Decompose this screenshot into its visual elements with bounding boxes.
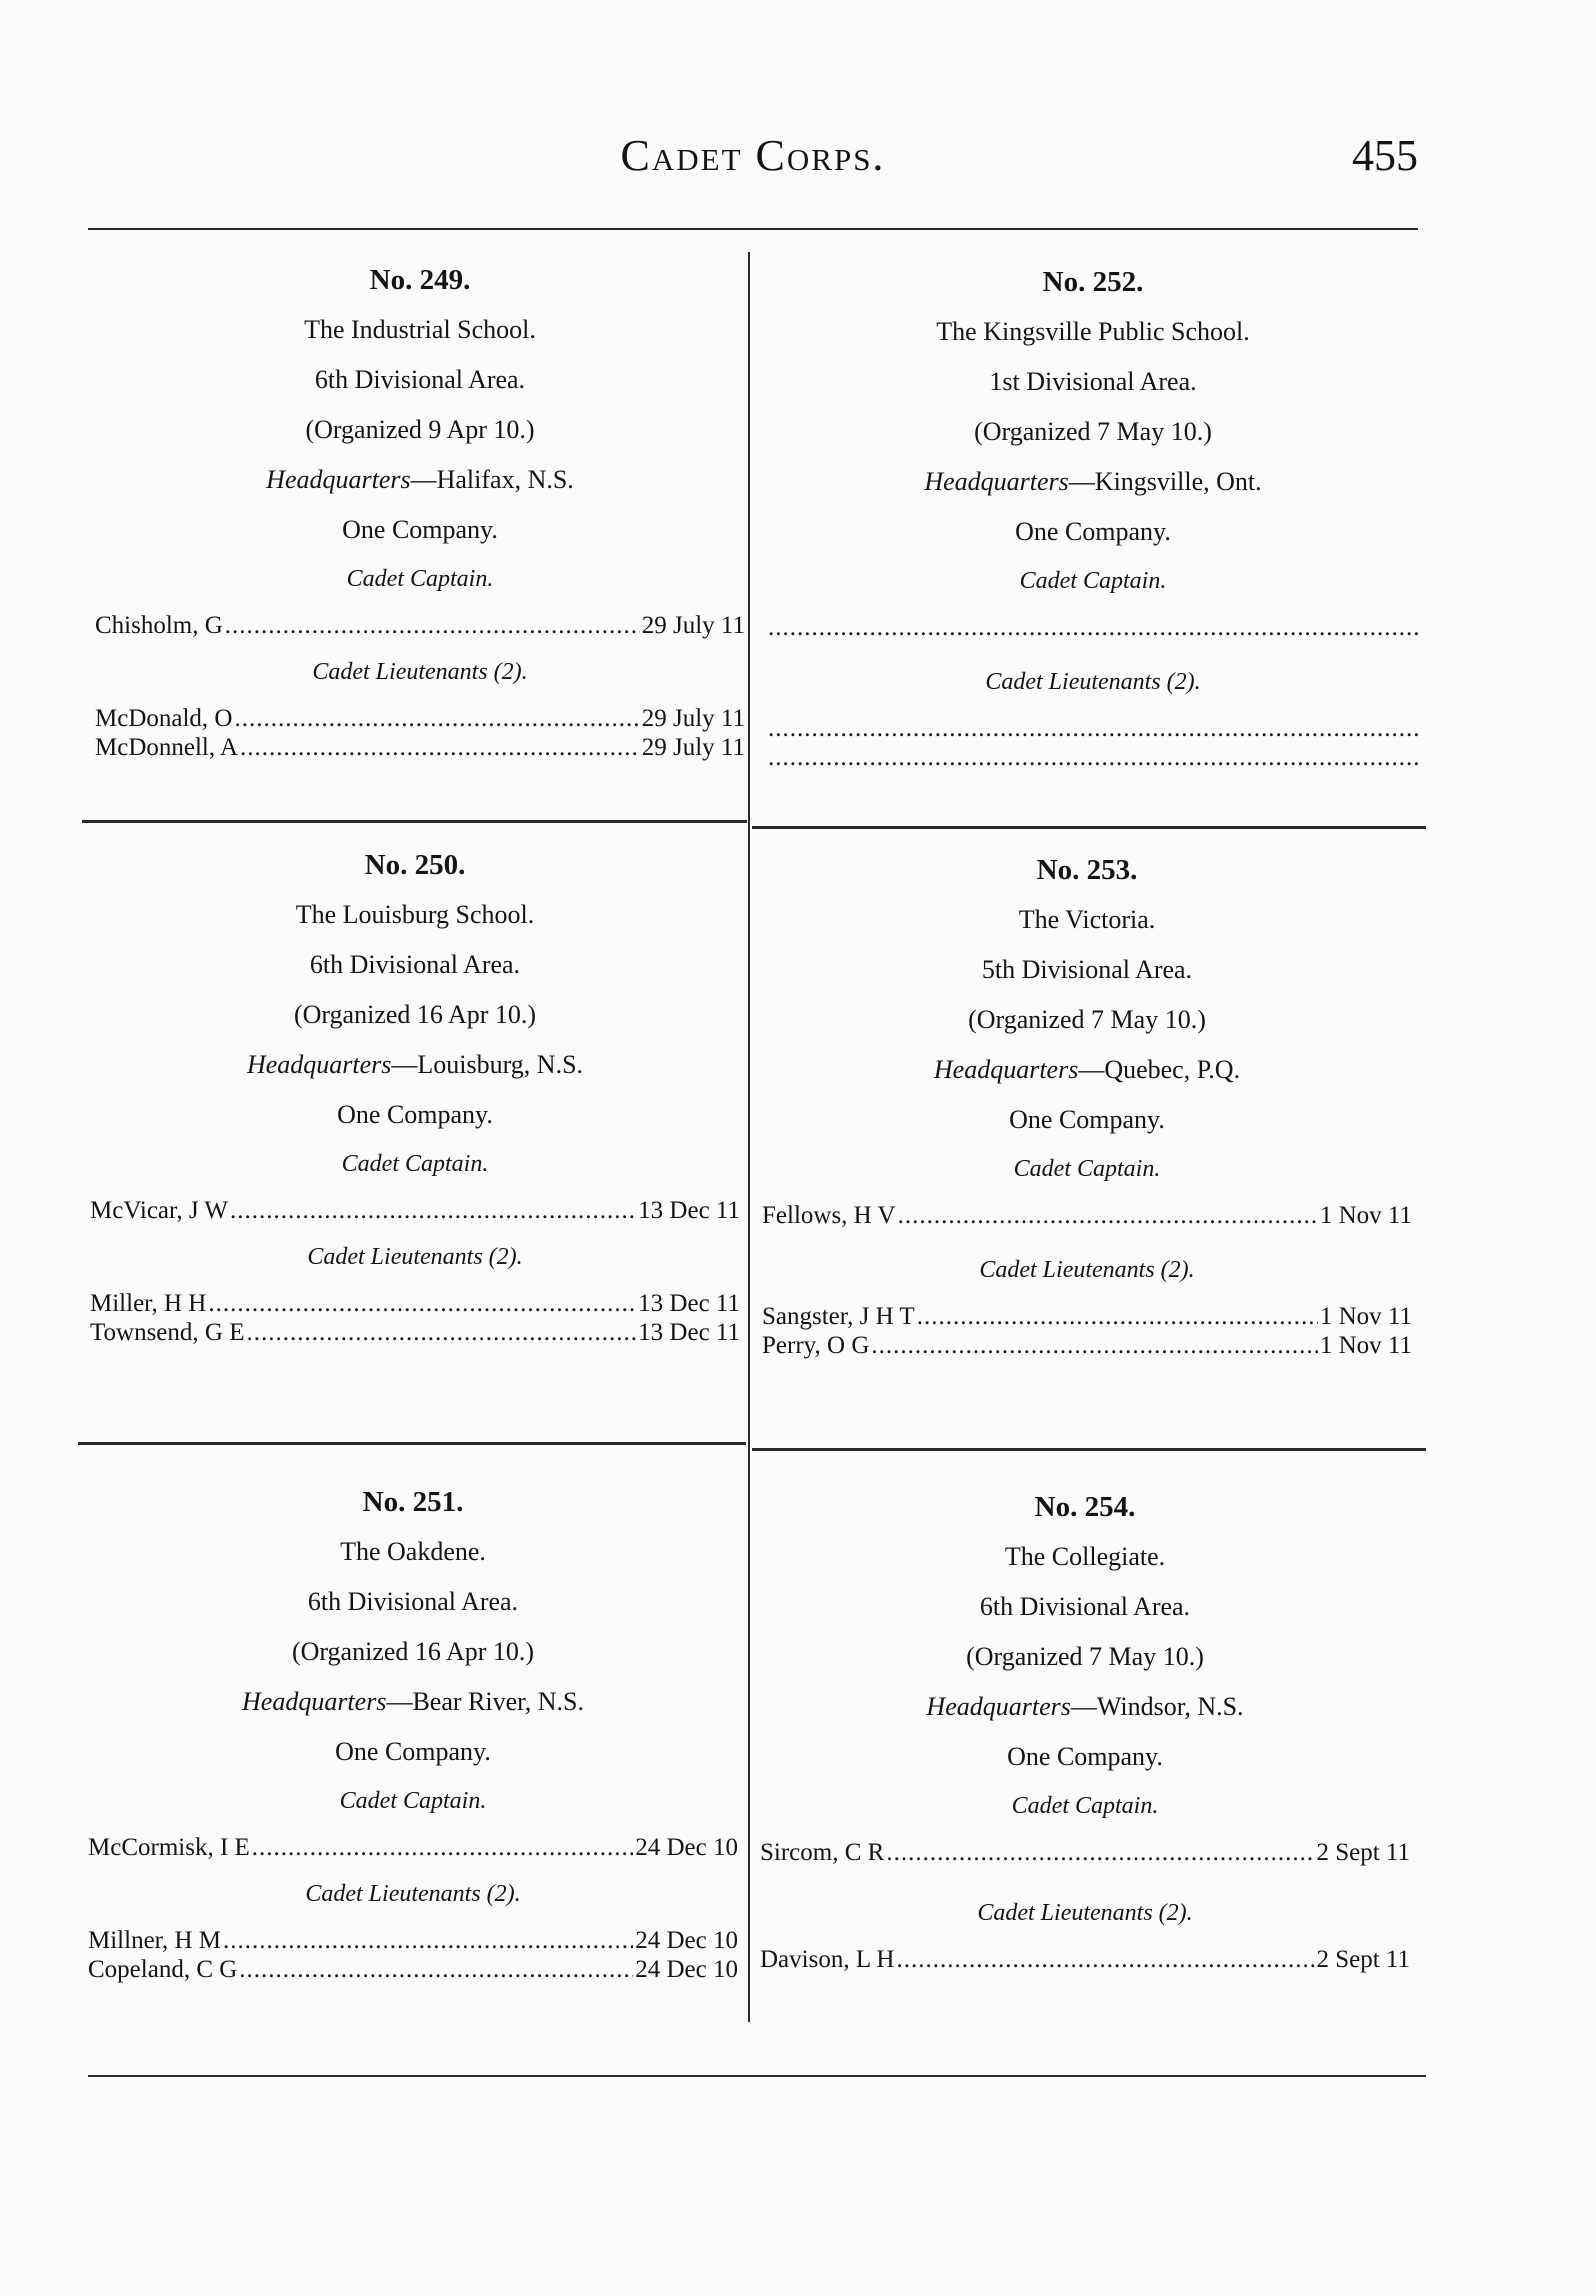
school-name: The Victoria. [1018, 905, 1156, 934]
dot-leader [234, 704, 639, 733]
lieutenant-name: Miller, H H [90, 1290, 207, 1317]
lieutenant-name: McDonald, O [95, 705, 233, 732]
organized-date: (Organized 7 May 10.) [966, 1642, 1204, 1671]
company-count: One Company. [1015, 517, 1171, 546]
dot-leader [240, 733, 640, 762]
entry-number: No. 252. [1042, 266, 1144, 298]
headquarters-label: Headquarters [242, 1687, 387, 1716]
section-rule [78, 1442, 746, 1445]
headquarters [762, 1053, 1412, 1103]
lieutenant-date: 24 Dec 10 [635, 1956, 738, 1983]
organized-date: (Organized 7 May 10.) [968, 1005, 1206, 1034]
divisional-area: 5th Divisional Area. [981, 955, 1193, 984]
captain-date: 24 Dec 10 [635, 1834, 738, 1861]
headquarters-location: —Kingsville, Ont. [1068, 467, 1262, 496]
divisional-area: 1st Divisional Area. [989, 367, 1197, 396]
blank-dotted-line [768, 743, 1418, 772]
section-rule [752, 826, 1426, 829]
captain-date: 13 Dec 11 [638, 1197, 740, 1224]
dot-leader [208, 1289, 636, 1318]
captain-row [95, 611, 745, 640]
lieutenant-name: Davison, L H [760, 1946, 895, 1973]
header-rule [88, 228, 1418, 230]
corps-entry [90, 848, 740, 1347]
lieutenant-row [88, 1926, 738, 1955]
captain-name: Fellows, H V [762, 1202, 896, 1229]
captain-row [90, 1196, 740, 1225]
lieutenant-row [762, 1331, 1412, 1360]
lieutenants-heading: Cadet Lieutenants (2). [977, 1900, 1193, 1926]
lieutenant-name: Copeland, C G [88, 1956, 238, 1983]
captain-heading: Cadet Captain. [1019, 568, 1167, 594]
school-name: The Louisburg School. [295, 900, 535, 929]
lieutenant-date: 1 Nov 11 [1319, 1303, 1412, 1330]
section-rule [88, 2075, 1426, 2077]
lieutenants-heading: Cadet Lieutenants (2). [312, 659, 528, 685]
headquarters-label: Headquarters [933, 1055, 1079, 1084]
lieutenants-heading: Cadet Lieutenants (2). [307, 1244, 523, 1270]
lieutenant-name: Townsend, G E [90, 1319, 245, 1346]
column-divider [748, 252, 750, 2022]
headquarters-location: —Bear River, N.S. [386, 1687, 584, 1716]
captain-heading: Cadet Captain. [1013, 1156, 1161, 1182]
divisional-area: 6th Divisional Area. [979, 1592, 1191, 1621]
lieutenant-row [762, 1302, 1412, 1331]
lieutenant-row [90, 1318, 740, 1347]
entry-number: No. 253. [1036, 854, 1138, 886]
company-count: One Company. [335, 1737, 491, 1766]
page-number: 455 [1352, 131, 1418, 180]
section-rule [752, 1448, 1426, 1451]
dot-leader [223, 1926, 633, 1955]
captain-date: 1 Nov 11 [1319, 1202, 1412, 1229]
page-header [88, 130, 1418, 194]
lieutenant-date: 13 Dec 11 [638, 1290, 740, 1317]
headquarters-location: —Quebec, P.Q. [1078, 1055, 1241, 1084]
headquarters-label: Headquarters [266, 465, 411, 494]
lieutenant-row [760, 1945, 1410, 1974]
captain-heading: Cadet Captain. [346, 566, 494, 592]
school-name: The Kingsville Public School. [936, 317, 1250, 346]
section-rule [82, 820, 747, 823]
captain-row [762, 1201, 1412, 1230]
headquarters [90, 1048, 740, 1098]
headquarters [95, 463, 745, 513]
headquarters-label: Headquarters [926, 1692, 1071, 1721]
lieutenant-row [88, 1955, 738, 1984]
lieutenant-date: 1 Nov 11 [1319, 1332, 1412, 1359]
captain-heading: Cadet Captain. [1011, 1793, 1159, 1819]
lieutenant-name: Millner, H M [88, 1927, 222, 1954]
dot-leader [252, 1833, 633, 1862]
school-name: The Industrial School. [304, 315, 536, 344]
entry-number: No. 254. [1034, 1491, 1136, 1523]
dot-leader [917, 1302, 1318, 1331]
blank-dotted-line [768, 613, 1418, 642]
lieutenant-date: 24 Dec 10 [635, 1927, 738, 1954]
lieutenant-date: 29 July 11 [641, 705, 745, 732]
dot-leader [898, 1201, 1318, 1230]
lieutenant-row [90, 1289, 740, 1318]
captain-name: McVicar, J W [90, 1197, 228, 1224]
headquarters-label: Headquarters [924, 467, 1069, 496]
lieutenants-heading: Cadet Lieutenants (2). [979, 1257, 1195, 1283]
divisional-area: 6th Divisional Area. [309, 950, 521, 979]
corps-entry [95, 263, 745, 762]
dot-leader [230, 1196, 636, 1225]
organized-date: (Organized 16 Apr 10.) [291, 1637, 535, 1666]
divisional-area: 6th Divisional Area. [307, 1587, 519, 1616]
captain-date: 29 July 11 [641, 612, 745, 639]
lieutenants-heading: Cadet Lieutenants (2). [985, 669, 1201, 695]
headquarters [760, 1690, 1410, 1740]
school-name: The Collegiate. [1004, 1542, 1166, 1571]
headquarters-location: —Halifax, N.S. [410, 465, 574, 494]
captain-date: 2 Sept 11 [1316, 1839, 1410, 1866]
dot-leader [896, 1945, 1314, 1974]
dot-leader [246, 1318, 636, 1347]
organized-date: (Organized 9 Apr 10.) [305, 415, 535, 444]
company-count: One Company. [337, 1100, 493, 1129]
headquarters-location: —Windsor, N.S. [1070, 1692, 1244, 1721]
dot-leader [239, 1955, 633, 1984]
school-name: The Oakdene. [340, 1537, 486, 1566]
headquarters-location: —Louisburg, N.S. [391, 1050, 584, 1079]
entry-number: No. 251. [362, 1486, 464, 1518]
dot-leader [886, 1838, 1314, 1867]
corps-entry [760, 1490, 1410, 1974]
corps-entry [768, 265, 1418, 772]
page-title: Cadet Corps. [620, 131, 886, 180]
lieutenant-date: 2 Sept 11 [1316, 1946, 1410, 1973]
headquarters [88, 1685, 738, 1735]
lieutenant-row [95, 733, 745, 762]
headquarters-label: Headquarters [246, 1050, 392, 1079]
lieutenant-name: Perry, O G [762, 1332, 870, 1359]
captain-name: Chisholm, G [95, 612, 223, 639]
lieutenant-name: Sangster, J H T [762, 1303, 915, 1330]
entry-number: No. 249. [369, 264, 471, 296]
dot-leader [871, 1331, 1317, 1360]
lieutenant-date: 13 Dec 11 [638, 1319, 740, 1346]
lieutenant-name: McDonnell, A [95, 734, 239, 761]
headquarters [768, 465, 1418, 515]
divisional-area: 6th Divisional Area. [314, 365, 526, 394]
lieutenant-row [95, 704, 745, 733]
company-count: One Company. [1007, 1742, 1163, 1771]
corps-entry [88, 1485, 738, 1984]
company-count: One Company. [342, 515, 498, 544]
entry-number: No. 250. [364, 849, 466, 881]
dot-leader [225, 611, 640, 640]
organized-date: (Organized 16 Apr 10.) [293, 1000, 537, 1029]
captain-row [760, 1838, 1410, 1867]
captain-heading: Cadet Captain. [341, 1151, 489, 1177]
blank-dotted-line [768, 714, 1418, 743]
corps-entry [762, 853, 1412, 1360]
captain-name: McCormisk, I E [88, 1834, 250, 1861]
captain-name: Sircom, C R [760, 1839, 885, 1866]
captain-heading: Cadet Captain. [339, 1788, 487, 1814]
lieutenants-heading: Cadet Lieutenants (2). [305, 1881, 521, 1907]
lieutenant-date: 29 July 11 [641, 734, 745, 761]
company-count: One Company. [1009, 1105, 1165, 1134]
organized-date: (Organized 7 May 10.) [974, 417, 1212, 446]
captain-row [88, 1833, 738, 1862]
